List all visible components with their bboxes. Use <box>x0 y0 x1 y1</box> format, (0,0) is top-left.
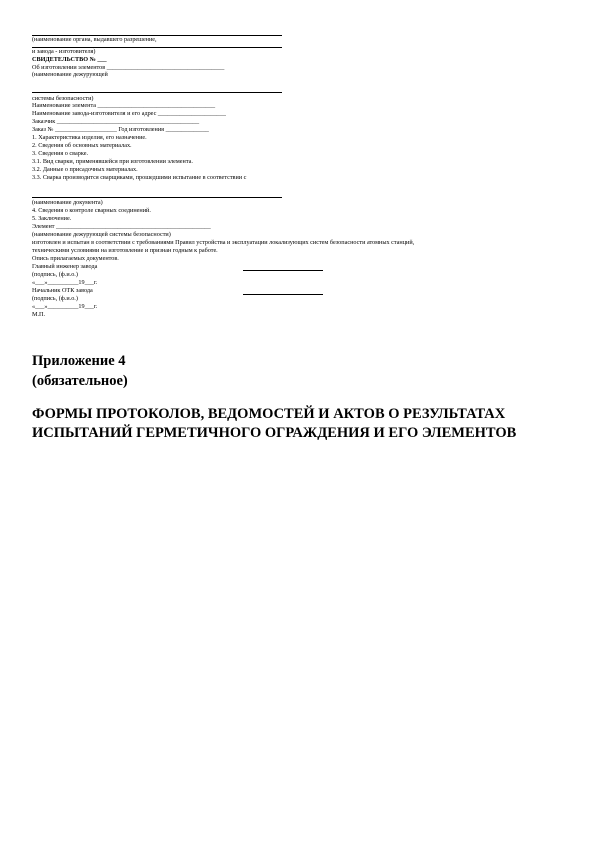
plant-caption: и завода - изготовителя) <box>32 48 96 55</box>
attachments: Опись прилагаемых документов. <box>32 255 119 262</box>
equipment-caption: (наименование дежурующей <box>32 71 108 78</box>
signature-line <box>243 294 323 295</box>
appendix-title: ФОРМЫ ПРОТОКОЛОВ, ВЕДОМОСТЕЙ И АКТОВ О РЕЗУЛЬТАТАХ ИСПЫТАНИЙ ГЕРМЕТИЧНОГО ОГРАЖДЕНИЯ И ЕГО ЭЛЕМЕНТОВ <box>32 406 517 441</box>
element-name: Наименование элемента ______________________________________ <box>32 102 216 109</box>
doc-caption: (наименование документа) <box>32 199 103 206</box>
order-number: Заказ № ____________________ Год изготовления ______________ <box>32 126 209 133</box>
item-4: 4. Сведения о контроле сварных соединений. <box>32 207 151 214</box>
date-line-1: «___»__________19___г. <box>32 279 98 286</box>
customer: Заказчик ______________________________________________ <box>32 118 200 125</box>
otk-head: Начальник ОТК завода <box>32 287 93 294</box>
appendix-heading: Приложение 4 <box>32 353 126 369</box>
element-line: Элемент __________________________________________________ <box>32 223 211 230</box>
appendix-status: (обязательное) <box>32 373 128 389</box>
item-3-3: 3.3. Сварка производится сварщиками, прошедшими испытание в соответствии с <box>32 174 247 181</box>
signature-caption-2: (подпись, (ф.и.о.) <box>32 295 78 302</box>
stamp-place: М.П. <box>32 311 46 318</box>
item-1: 1. Характеристика изделия, его назначение. <box>32 134 147 141</box>
signature-line <box>243 270 323 271</box>
maker-address: Наименование завода-изготовителя и его адрес ______________________ <box>32 110 226 117</box>
organ-caption: (наименование органа, выдавшего разрешение, <box>32 36 157 43</box>
chief-engineer: Главный инженер завода <box>32 263 98 270</box>
blank-line <box>32 197 282 198</box>
item-5: 5. Заключение. <box>32 215 72 222</box>
item-2: 2. Сведения об основных материалах. <box>32 142 132 149</box>
certificate-heading: СВИДЕТЕЛЬСТВО № ___ <box>32 56 107 63</box>
item-3: 3. Сведения о сварке. <box>32 150 88 157</box>
signature-caption-1: (подпись, (ф.и.о.) <box>32 271 78 278</box>
item-3-2: 3.2. Данные о присадочных материалах. <box>32 166 138 173</box>
system-caption: системы безопасности) <box>32 95 94 102</box>
blank-line <box>32 92 282 93</box>
date-line-2: «___»__________19___г. <box>32 303 98 310</box>
item-3-1: 3.1. Вид сварки, применявшейся при изготовлении элемента. <box>32 158 193 165</box>
system-caption-2: (наименование дежурующей системы безопасности) <box>32 231 171 238</box>
conclusion-1: изготовлен и испытан в соответствии с требованиями Правил устройства и эксплуатации локализующих систем безопасности атомных станций, <box>32 239 415 246</box>
manufacture-line: Об изготовлении элементов ______________________________________ <box>32 64 225 71</box>
conclusion-2: техническими условиями на изготовление и признан годным к работе. <box>32 247 218 254</box>
